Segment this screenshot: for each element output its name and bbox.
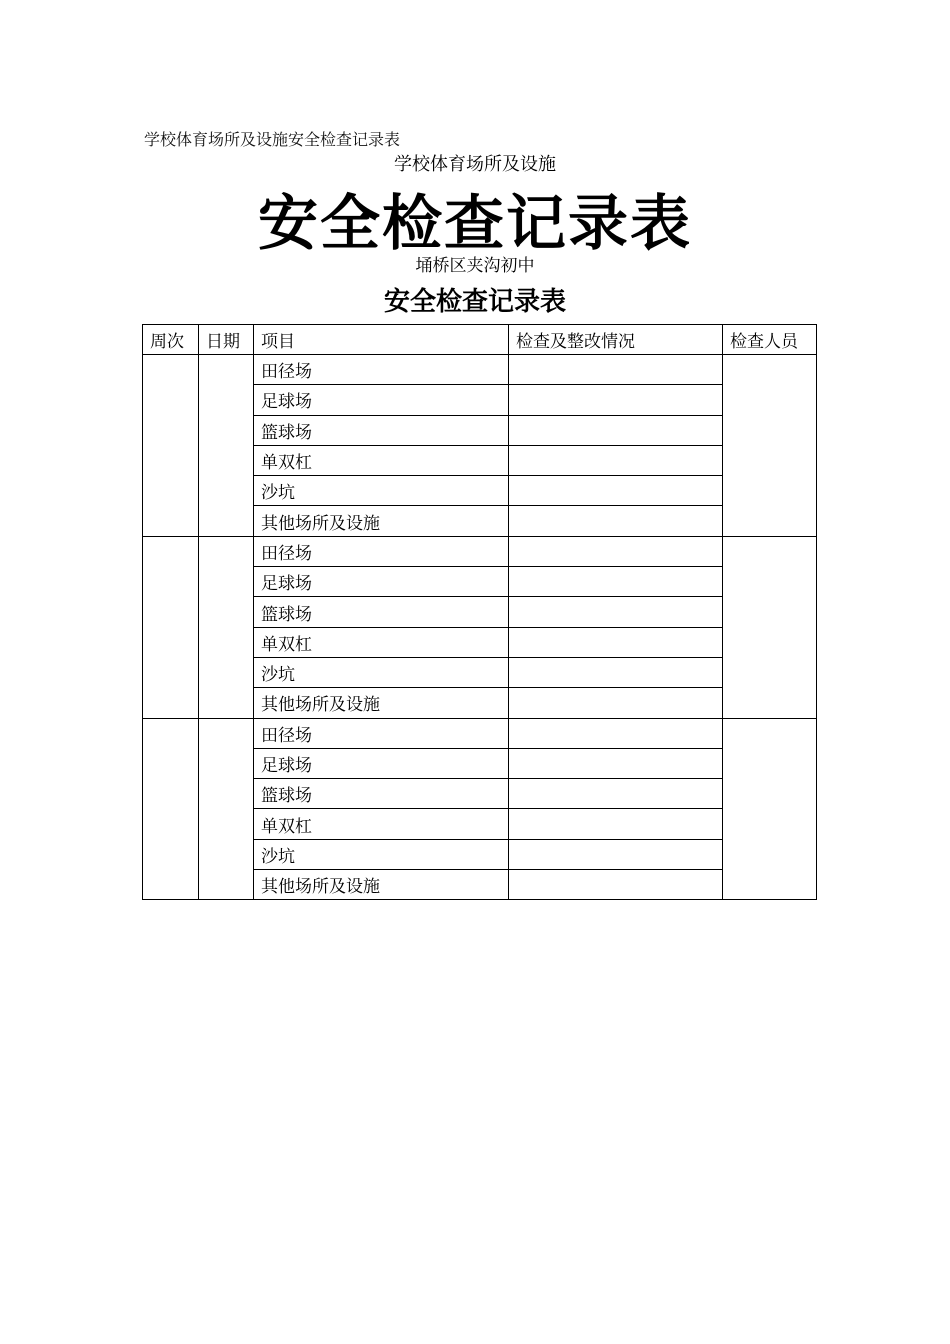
status-cell[interactable] [509,748,723,778]
item-cell: 篮球场 [254,779,509,809]
status-cell[interactable] [509,445,723,475]
date-cell[interactable] [199,718,254,900]
status-cell[interactable] [509,688,723,718]
item-cell: 足球场 [254,567,509,597]
item-cell: 田径场 [254,718,509,748]
status-cell[interactable] [509,870,723,900]
document-subtitle: 学校体育场所及设施 [394,154,556,175]
status-cell[interactable] [509,657,723,687]
item-cell: 足球场 [254,748,509,778]
status-cell[interactable] [509,506,723,536]
item-cell: 其他场所及设施 [254,688,509,718]
status-cell[interactable] [509,385,723,415]
status-cell[interactable] [509,839,723,869]
inspector-cell[interactable] [723,536,817,718]
item-cell: 田径场 [254,355,509,385]
item-cell: 沙坑 [254,839,509,869]
status-cell[interactable] [509,476,723,506]
inspector-cell[interactable] [723,355,817,537]
item-cell: 单双杠 [254,445,509,475]
table-row [143,355,817,385]
status-cell[interactable] [509,597,723,627]
header-status: 检查及整改情况 [509,325,723,355]
table-row [143,718,817,748]
status-cell[interactable] [509,355,723,385]
document-main-title: 安全检查记录表 [258,189,692,259]
table-row [143,536,817,566]
school-name: 埇桥区夹沟初中 [415,256,535,276]
item-cell: 篮球场 [254,597,509,627]
date-cell[interactable] [199,536,254,718]
item-cell: 篮球场 [254,415,509,445]
item-cell: 单双杠 [254,809,509,839]
status-cell[interactable] [509,567,723,597]
item-cell: 沙坑 [254,657,509,687]
table-header-row [143,325,817,355]
header-inspector: 检查人员 [723,325,817,355]
status-cell[interactable] [509,627,723,657]
week-cell[interactable] [143,718,199,900]
status-cell[interactable] [509,415,723,445]
table-title: 安全检查记录表 [383,287,566,317]
week-cell[interactable] [143,536,199,718]
item-cell: 其他场所及设施 [254,506,509,536]
header-item: 项目 [254,325,509,355]
header-date: 日期 [199,325,254,355]
header-week: 周次 [143,325,199,355]
item-cell: 单双杠 [254,627,509,657]
week-cell[interactable] [143,355,199,537]
status-cell[interactable] [509,718,723,748]
status-cell[interactable] [509,779,723,809]
item-cell: 足球场 [254,385,509,415]
item-cell: 其他场所及设施 [254,870,509,900]
safety-inspection-table [142,324,817,900]
inspector-cell[interactable] [723,718,817,900]
item-cell: 田径场 [254,536,509,566]
status-cell[interactable] [509,809,723,839]
item-cell: 沙坑 [254,476,509,506]
status-cell[interactable] [509,536,723,566]
date-cell[interactable] [199,355,254,537]
table-body [143,355,817,900]
document-header-text: 学校体育场所及设施安全检查记录表 [144,130,401,149]
